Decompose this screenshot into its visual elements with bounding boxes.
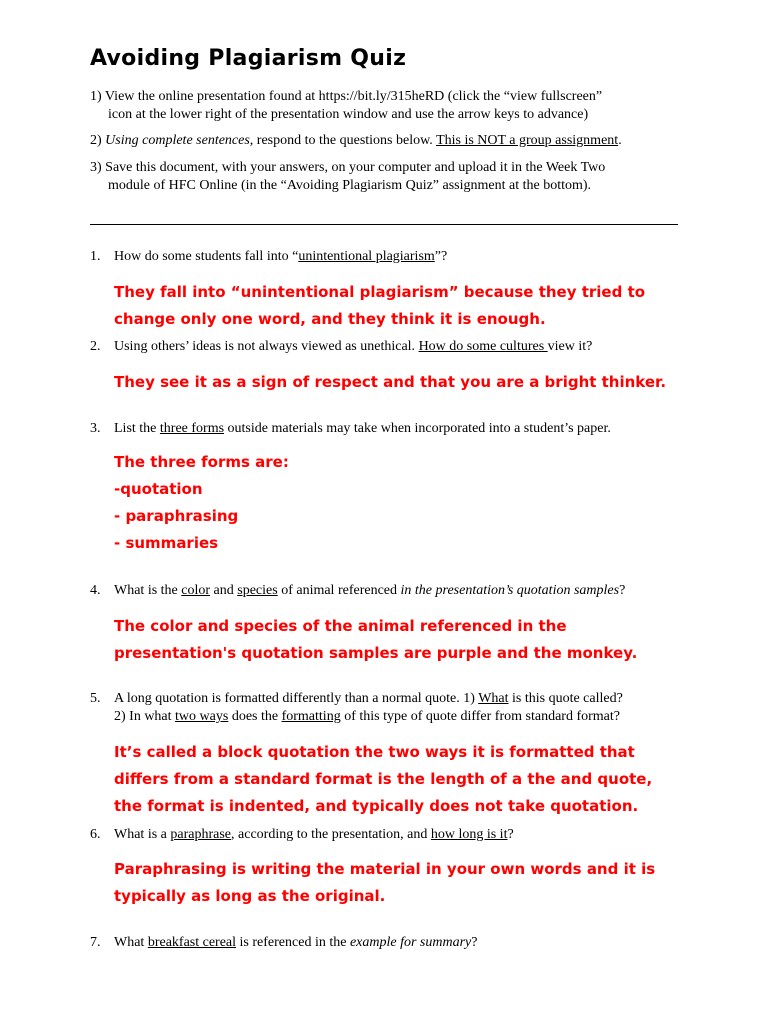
answer-line: change only one word, and they think it is enough.	[114, 310, 546, 328]
answer-line: presentation's quotation samples are purple and the monkey.	[114, 644, 638, 662]
question-5-line-2	[90, 708, 680, 726]
answer-line: They see it as a sign of respect and that you are a bright thinker.	[114, 373, 667, 391]
question-text: is this quote called?	[508, 691, 623, 706]
question-underlined: breakfast cereal	[147, 935, 237, 950]
page-title: Avoiding Plagiarism Quiz	[90, 46, 407, 71]
instruction-2-prefix: 2)	[90, 133, 106, 148]
question-text: of animal referenced	[277, 583, 401, 598]
question-underlined: color	[181, 583, 211, 598]
answer-line: typically as long as the original.	[114, 887, 386, 905]
question-number: 5.	[90, 691, 101, 706]
question-2	[90, 338, 680, 356]
question-text: does the	[228, 709, 282, 724]
question-number: 4.	[90, 583, 101, 598]
question-text: List the	[114, 421, 160, 436]
answer-1	[114, 279, 684, 333]
question-text: What is a	[114, 827, 171, 842]
question-text: and	[210, 583, 238, 598]
question-text: What	[114, 935, 148, 950]
question-underlined: How do some cultures	[418, 339, 548, 354]
instruction-2-middle: , respond to the questions below.	[249, 133, 437, 148]
question-underlined: two ways	[175, 709, 229, 724]
answer-line: The three forms are:	[114, 453, 289, 471]
instruction-3-line-1: 3) Save this document, with your answers, on your computer and upload it in the Week Two	[90, 160, 606, 175]
question-underlined: formatting	[281, 709, 341, 724]
question-5	[90, 690, 680, 726]
horizontal-divider	[90, 224, 678, 225]
question-number: 7.	[90, 935, 101, 950]
answer-line: The color and species of the animal referenced in the	[114, 617, 567, 635]
question-italic: example for summary	[349, 935, 472, 950]
answer-line: - paraphrasing	[114, 507, 239, 525]
question-underlined: paraphrase	[170, 827, 232, 842]
question-text: What is the	[114, 583, 182, 598]
instruction-2-italic: Using complete sentences	[105, 133, 250, 148]
question-text: 2) In what	[114, 709, 176, 724]
question-number: 2.	[90, 339, 101, 354]
question-text: Using others’ ideas is not always viewed as unethical.	[114, 339, 419, 354]
question-text: view it?	[547, 339, 593, 354]
question-text: , according to the presentation, and	[231, 827, 431, 842]
question-3	[90, 420, 680, 438]
answer-6	[114, 856, 684, 910]
answer-line: - summaries	[114, 534, 219, 552]
question-text: ?	[471, 935, 478, 950]
question-text: of this type of quote differ from standard format?	[340, 709, 620, 724]
answer-line: -quotation	[114, 480, 203, 498]
question-number: 6.	[90, 827, 101, 842]
question-text: A long quotation is formatted differently than a normal quote. 1)	[114, 691, 479, 706]
question-1	[90, 248, 680, 266]
answer-line: It’s called a block quotation the two ways it is formatted that	[114, 743, 635, 761]
instruction-1-line-2: icon at the lower right of the presentation window and use the arrow keys to advance)	[108, 107, 589, 122]
instruction-2-underlined: This is NOT a group assignment	[436, 133, 619, 148]
answer-2	[114, 369, 684, 396]
question-underlined: three forms	[159, 421, 225, 436]
question-underlined: how long is it	[430, 827, 508, 842]
answer-line: They fall into “unintentional plagiarism” because they tried to	[114, 283, 646, 301]
answer-line: the format is indented, and typically does not take quotation.	[114, 797, 639, 815]
question-underlined: What	[478, 691, 509, 706]
question-underlined: species	[237, 583, 278, 598]
question-text: ?	[619, 583, 626, 598]
answer-line: differs from a standard format is the length of a the and quote,	[114, 770, 653, 788]
question-7	[90, 934, 680, 952]
question-text: ?	[507, 827, 514, 842]
answer-line: Paraphrasing is writing the material in your own words and it is	[114, 860, 656, 878]
question-text: ”?	[434, 249, 448, 264]
answer-5	[114, 739, 684, 820]
instruction-1	[90, 88, 670, 124]
question-text: How do some students fall into “	[114, 249, 299, 264]
question-number: 3.	[90, 421, 101, 436]
question-italic: in the presentation’s quotation samples	[400, 583, 620, 598]
instruction-2-suffix: .	[618, 133, 622, 148]
question-text: outside materials may take when incorporated into a student’s paper.	[224, 421, 611, 436]
instruction-1-line-1: 1) View the online presentation found at https://bit.ly/315heRD (click the “view fullscreen”	[90, 89, 603, 104]
answer-4	[114, 613, 684, 667]
instruction-3	[90, 159, 670, 195]
answer-3	[114, 449, 684, 557]
question-number: 1.	[90, 249, 101, 264]
instruction-3-line-2: module of HFC Online (in the “Avoiding Plagiarism Quiz” assignment at the bottom).	[108, 178, 592, 193]
question-text: is referenced in the	[236, 935, 350, 950]
question-4	[90, 582, 680, 600]
question-underlined: unintentional plagiarism	[298, 249, 435, 264]
question-6	[90, 826, 680, 844]
instruction-2	[90, 132, 670, 150]
